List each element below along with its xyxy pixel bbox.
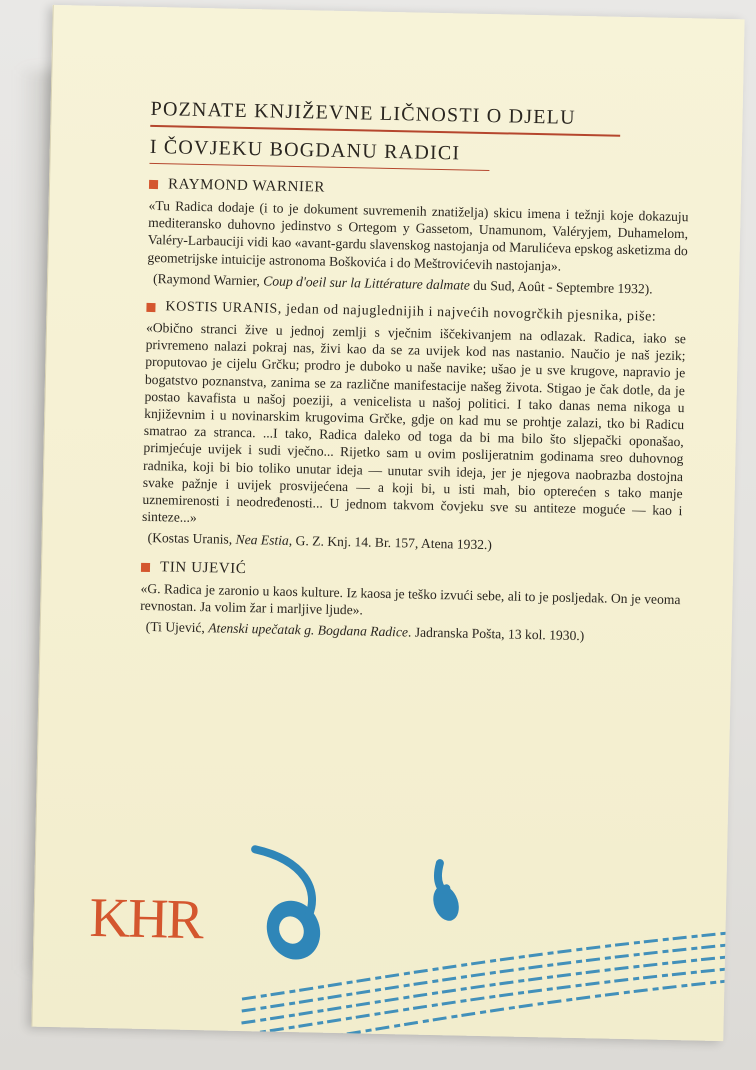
- section-uranis: [141, 299, 686, 558]
- bullet-square-icon: [149, 180, 158, 189]
- bullet-square-icon: [141, 562, 150, 571]
- publisher-logo: KHR: [89, 886, 203, 952]
- quote-text: «G. Radica je zaronio u kaos kulture. Iz kaosa je teško izvući sebe, ali to je posljedak. On je veoma revnostan. Ja volim žar i marljive ljude».: [140, 580, 681, 618]
- section-ujevic: [140, 558, 681, 646]
- title-line-1: POZNATE KNJIŽEVNE LIČNOSTI O DJELU: [150, 97, 576, 129]
- section-heading: RAYMOND WARNIER: [167, 176, 326, 196]
- cover-text: [140, 95, 691, 646]
- section-warnier: [147, 176, 689, 298]
- quote-source: (Kostas Uranis, Nea Estia, G. Z. Knj. 14. Br. 157, Atena 1932.): [147, 530, 493, 553]
- title-line-2: I ČOVJEKU BOGDANU RADICI: [149, 135, 461, 164]
- music-staff-decoration-icon: [181, 828, 745, 1041]
- section-heading: KOSTIS URANIS, jedan od najuglednijih i najvećih novogrčkih pjesnika, piše:: [165, 299, 657, 325]
- quote-text: «Tu Radica dodaje (i to je dokument suvremenih znatiželja) skicu imena i težnji koje dokazuju mediteransko duhovno jedinstvo s Ortegom y Gassetom, Unamunom, Valéryjem, Duhamelom, Valéry-Larbauciji vidi kao «avant-gardu slavenskog nastojanja od Marulićeva epskog asketizma do geometrijske intuicije astronoma Boškovića i do Meštrovićevih nastojanja».: [147, 197, 689, 274]
- quote-source: (Raymond Warnier, Coup d'oeil sur la Littérature dalmate du Sud, Août - Septembre 1932).: [152, 270, 653, 297]
- quote-source: (Ti Ujević, Atenski upečatak g. Bogdana Radice. Jadranska Pošta, 13 kol. 1930.): [145, 619, 585, 644]
- book-back-cover: [31, 5, 744, 1041]
- quote-text: «Obično stranci žive u jednoj zemlji s vječnim iščekivanjem na odlazak. Radica, iako se privremeno nalazi pokraj nas, živi kao da se za uvijek kod nas nastanio. Naučio je naš jezik; proputovao je cijelu Grčku; prodro je duboko u naše navike; ušao je u sve krugove, napravio je bogatstvo poznanstva, zanima se za različne manifestacije našeg života. Stigao je čak dotle, da je postao kavafista u našoj poeziji, a venicelista u našoj politici. I tako danas nema nikoga u književnim i u novinarskim krugovima Grčke, gdje on kad mu se prohtje zalazi, tko bi Radicu smatrao za stranca. ...I tako, Radica daleko od toga da bi ma bilo što sljepački oponašao, primjećuje uvijek i sudi vječno... Rijetko sam u ovim poslijeratnim godinama sreo duhovnog radnika, koji bi bio toliko unutar ideja — unutar svih ideja, jer je njegova naobrazba dostojna svake pažnje i uvijek prosvijećena — a koji bi, u isti mah, bio opterećen s tako manje uznemirenosti i neodređenosti... U jednom takvom čovjeku sve su antiteze moguće — kao i sinteze...»: [141, 319, 687, 526]
- section-heading: TIN UJEVIĆ: [159, 558, 247, 577]
- bullet-square-icon: [146, 302, 155, 311]
